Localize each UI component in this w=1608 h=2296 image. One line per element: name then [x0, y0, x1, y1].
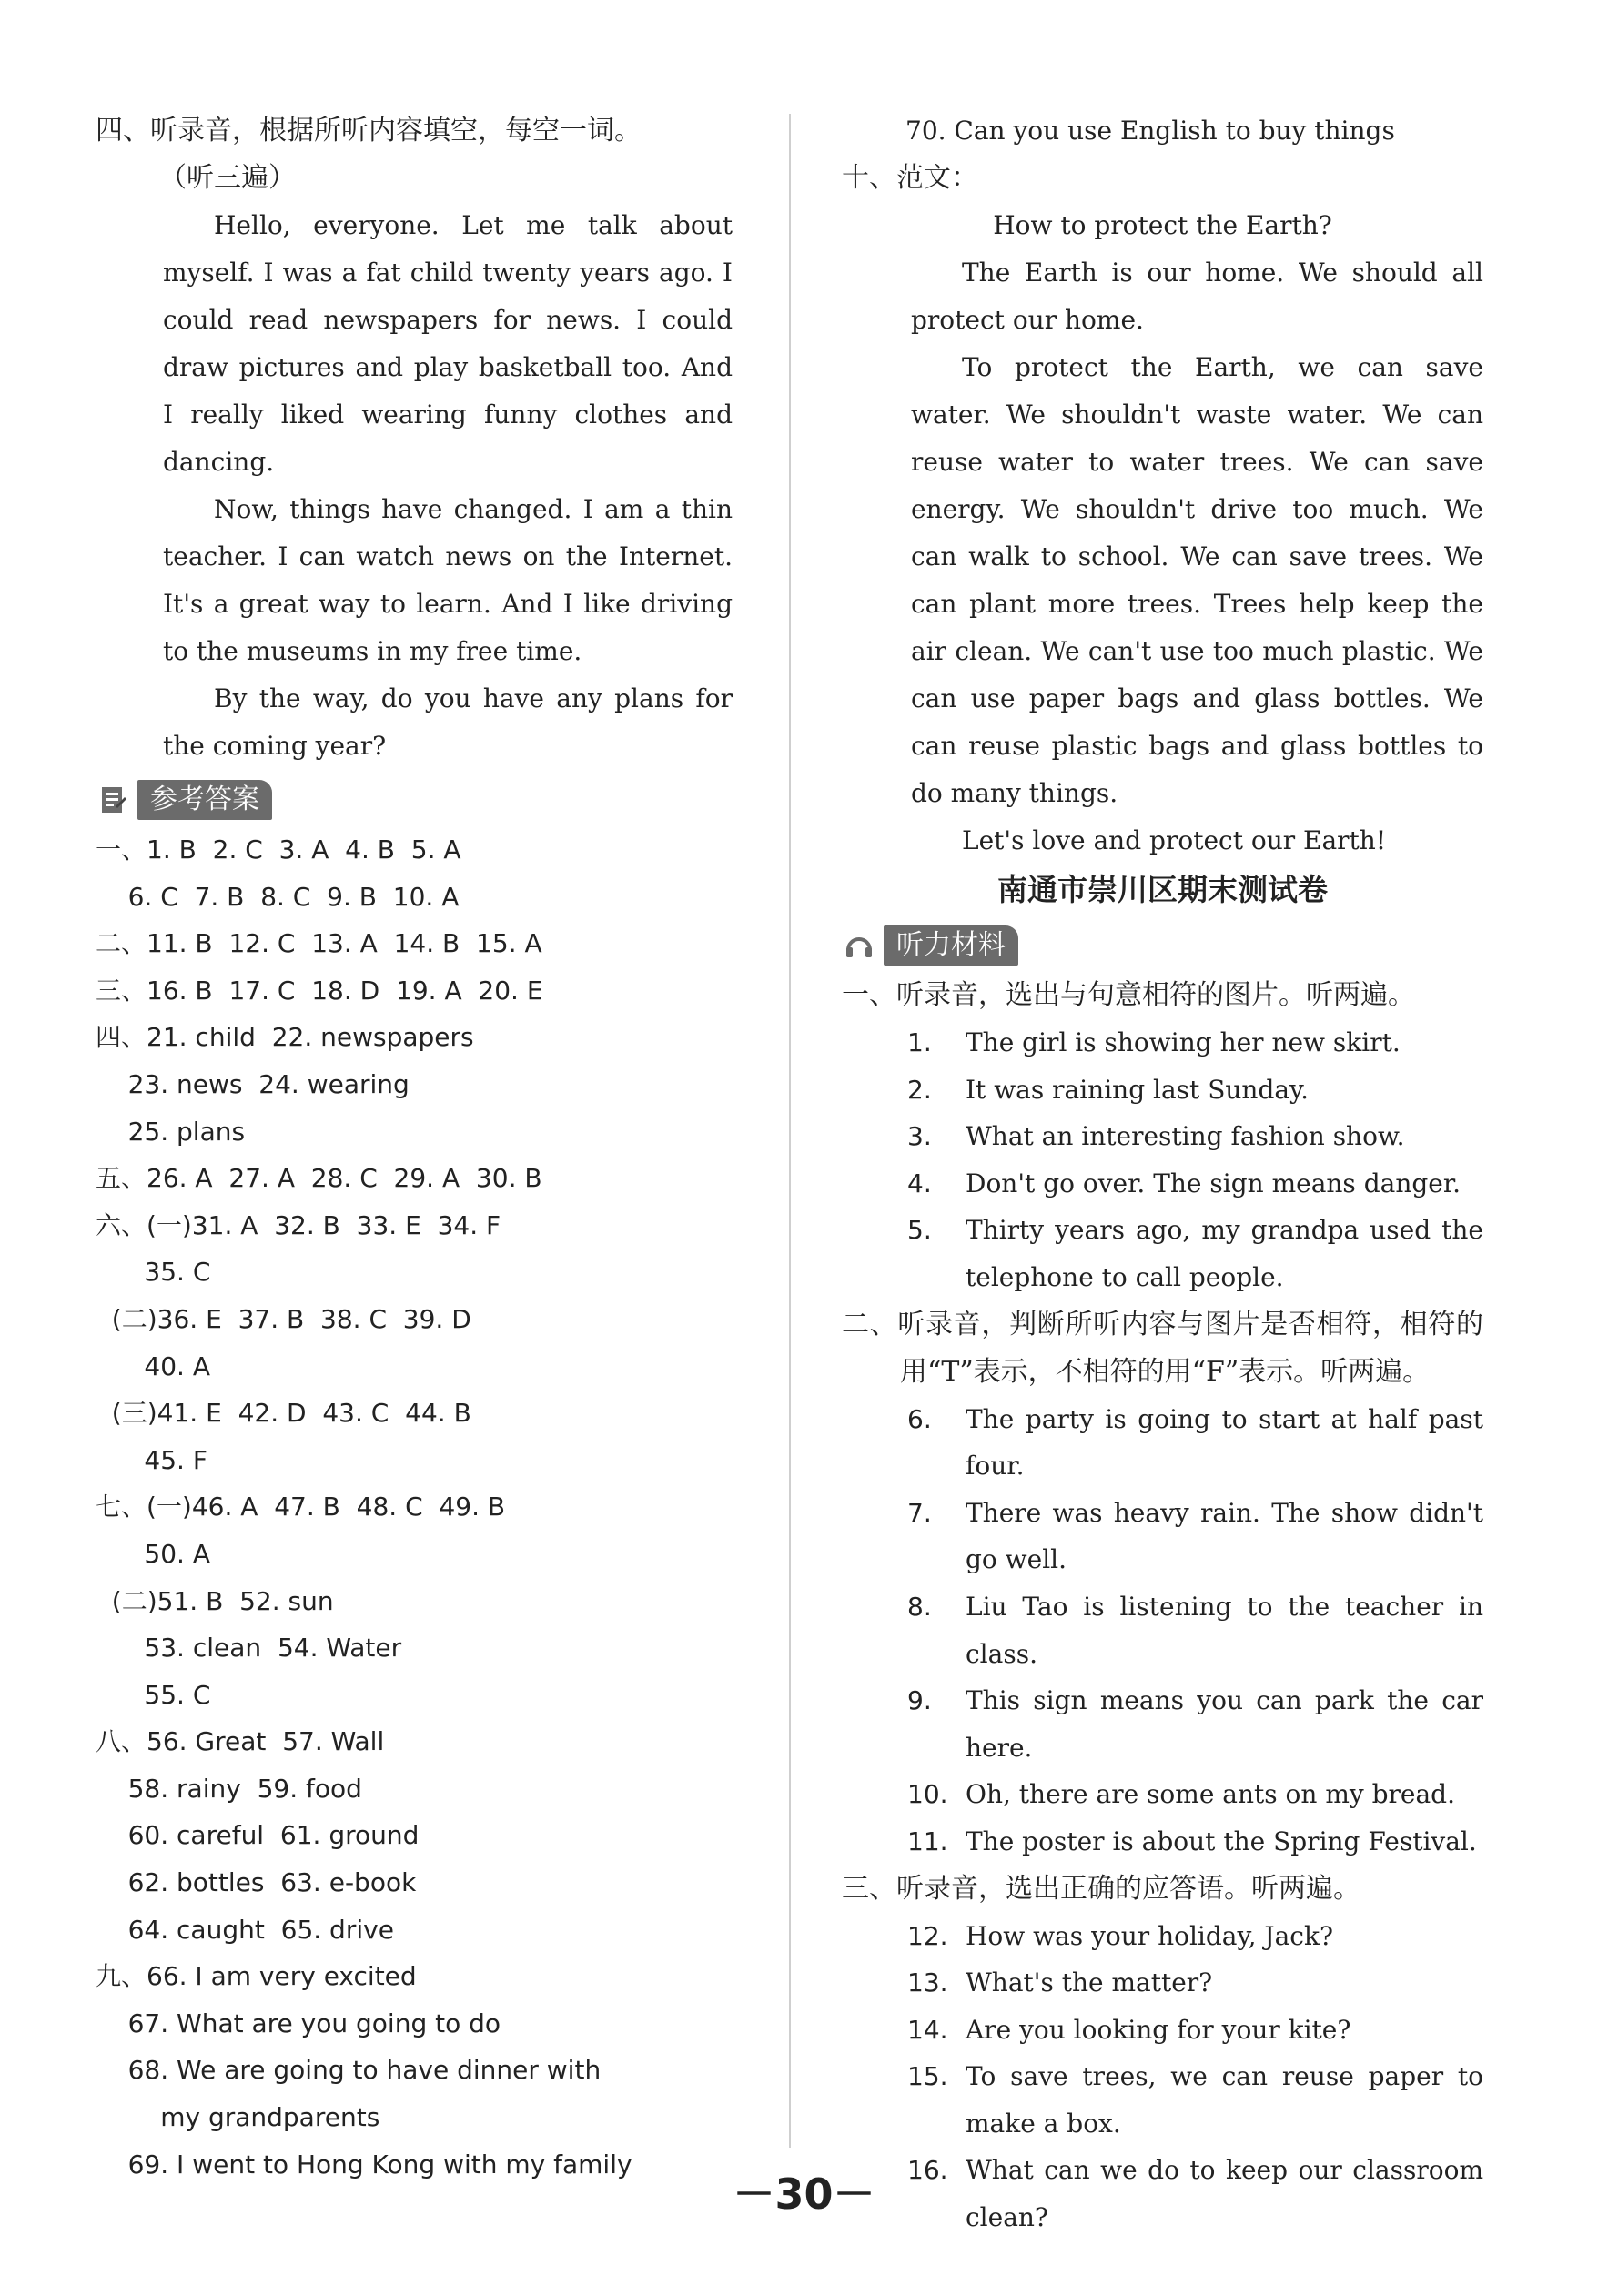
answer-line: 69. I went to Hong Kong with my family	[96, 2149, 632, 2180]
item-number: 10.	[907, 1779, 948, 1810]
answer-line: 40. A	[96, 1350, 210, 1381]
answer-line: 68. We are going to have dinner with	[96, 2055, 602, 2086]
listening-item	[842, 1019, 1483, 1067]
item-number: 3.	[907, 1121, 932, 1152]
answer-line: 58. rainy 59. food	[96, 1773, 362, 1804]
item-text: The poster is about the Spring Festival.	[966, 1826, 1477, 1856]
answer-line: 三、16. B 17. C 18. D 19. A 20. E	[96, 975, 543, 1006]
listening-item	[842, 2053, 1483, 2147]
item-text: Thirty years ago, my grandpa used the telephone to call people.	[966, 1215, 1483, 1292]
listening-passage	[96, 202, 733, 770]
item-text: It was raining last Sunday.	[966, 1074, 1310, 1105]
document-icon	[96, 783, 130, 817]
item-text: The party is going to start at half past four.	[966, 1403, 1483, 1482]
headphones-icon	[842, 928, 876, 963]
q4-note: （听三遍）	[159, 162, 296, 194]
q10-header: 十、范文：	[842, 162, 978, 194]
item-number: 16.	[907, 2155, 948, 2186]
answer-line: 53. clean 54. Water	[96, 1633, 402, 1664]
item-text: This sign means you can park the car here.	[966, 1685, 1483, 1763]
item-number: 12.	[907, 1920, 948, 1951]
listening-item	[842, 1113, 1483, 1160]
answers-badge-label: 参考答案	[137, 780, 272, 820]
item-number: 1.	[907, 1027, 932, 1057]
item-number: 4.	[907, 1168, 932, 1199]
item-text: Oh, there are some ants on my bread.	[966, 1779, 1456, 1810]
item-text: Liu Tao is listening to the teacher in class.	[966, 1591, 1483, 1669]
answer-line: 60. careful 61. ground	[96, 1820, 420, 1851]
item-number: 15.	[907, 2061, 948, 2092]
page-number: －30－	[733, 2170, 875, 2219]
test-title: 南通市崇川区期末测试卷	[997, 872, 1328, 907]
item-text: How was your holiday, Jack?	[966, 1920, 1333, 1951]
answer-line: 25. plans	[96, 1116, 246, 1147]
listening-item	[842, 1160, 1483, 1208]
answer-line: 二、11. B 12. C 13. A 14. B 15. A	[96, 928, 542, 959]
item-number: 6.	[907, 1403, 932, 1434]
listening-sec2-header: 二、听录音，判断所听内容与图片是否相符，相符的用“T”表示，不相符的用“F”表示。听两遍。	[842, 1308, 1483, 1388]
answer-line: 23. news 24. wearing	[96, 1068, 410, 1099]
answer-line: 七、(一)46. A 47. B 48. C 49. B	[96, 1492, 506, 1522]
item-number: 9.	[907, 1685, 932, 1716]
item-number: 2.	[907, 1074, 932, 1105]
answer-line: 35. C	[96, 1257, 211, 1288]
listening-item	[842, 2007, 1483, 2054]
item-number: 5.	[907, 1215, 932, 1246]
item-text: What can we do to keep our classroom clean?	[966, 2155, 1483, 2233]
item-text: There was heavy rain. The show didn't go well.	[966, 1497, 1483, 1575]
answer-line: 六、(一)31. A 32. B 33. E 34. F	[96, 1209, 501, 1240]
model-essay	[842, 249, 1483, 865]
item-text: To save trees, we can reuse paper to make a box.	[966, 2061, 1483, 2139]
listening-item	[842, 1677, 1483, 1771]
q4-header: 四、听录音，根据所听内容填空，每空一词。	[96, 115, 642, 147]
answer-line: 九、66. I am very excited	[96, 1961, 417, 1992]
column-divider	[789, 114, 791, 2148]
answer-line: 四、21. child 22. newspapers	[96, 1022, 474, 1053]
answer-70: 70. Can you use English to buy things	[905, 116, 1395, 146]
answer-line: 八、56. Great 57. Wall	[96, 1726, 385, 1757]
listening-item	[842, 1490, 1483, 1583]
listening-item	[842, 1067, 1483, 1114]
listening-item	[842, 1818, 1483, 1866]
listening-item	[842, 1771, 1483, 1818]
item-number: 14.	[907, 2014, 948, 2045]
answers-badge	[96, 779, 272, 821]
listening-sec1-items	[842, 1019, 1483, 1301]
answer-line: 45. F	[96, 1444, 207, 1475]
listening-item	[842, 1913, 1483, 1960]
answer-line: (二)36. E 37. B 38. C 39. D	[96, 1303, 471, 1334]
item-text: Don't go over. The sign means danger.	[966, 1168, 1461, 1199]
listening-item	[842, 1959, 1483, 2007]
listening-sec2-items	[842, 1396, 1483, 1866]
item-number: 8.	[907, 1591, 932, 1622]
essay-title: How to protect the Earth?	[993, 210, 1332, 240]
item-text: Are you looking for your kite?	[966, 2014, 1351, 2045]
answer-line: 50. A	[96, 1538, 210, 1569]
item-number: 11.	[907, 1826, 948, 1856]
answer-line: (三)41. E 42. D 43. C 44. B	[96, 1398, 471, 1429]
item-number: 7.	[907, 1497, 932, 1528]
listening-item	[842, 1396, 1483, 1490]
answer-line: 64. caught 65. drive	[96, 1914, 394, 1945]
listening-badge	[842, 925, 1018, 966]
passage-paragraph: Hello, everyone. Let me talk about myself. I was a fat child twenty years ago. I could read newspapers for news. I could draw pictures and play basketball too. And I really liked wearing funny clothes and dancing.	[163, 210, 733, 477]
item-text: The girl is showing her new skirt.	[966, 1027, 1401, 1057]
right-column	[842, 107, 1483, 2241]
answer-line: 55. C	[96, 1679, 211, 1710]
answer-line: 五、26. A 27. A 28. C 29. A 30. B	[96, 1163, 542, 1194]
essay-paragraph: The Earth is our home. We should all protect our home.	[911, 258, 1483, 335]
listening-sec1-header: 一、听录音，选出与句意相符的图片。听两遍。	[842, 979, 1415, 1011]
listening-item	[842, 1583, 1483, 1677]
answer-line: my grandparents	[96, 2102, 380, 2133]
listening-item	[842, 1207, 1483, 1300]
item-text: What an interesting fashion show.	[966, 1121, 1405, 1152]
passage-paragraph: Now, things have changed. I am a thin teacher. I can watch news on the Internet. It's a great way to learn. And I like driving to the museums in my free time.	[163, 494, 733, 666]
answer-line: 67. What are you going to do	[96, 2008, 501, 2038]
essay-paragraph: Let's love and protect our Earth!	[962, 825, 1387, 855]
left-column	[96, 107, 733, 2188]
item-text: What's the matter?	[966, 1967, 1213, 1998]
item-number: 13.	[907, 1967, 948, 1998]
answer-line: 62. bottles 63. e-book	[96, 1867, 417, 1898]
essay-paragraph: To protect the Earth, we can save water. We shouldn't waste water. We can reuse water to water trees. We can save energy. We shouldn't drive too much. We can walk to school. We can save trees. We can plant more trees. Trees help keep the air clean. We can't use too much plastic. We can use paper bags and glass bottles. We can reuse plastic bags and glass bottles to do many things.	[911, 352, 1483, 808]
answer-line: (二)51. B 52. sun	[96, 1585, 334, 1616]
listening-sec3-header: 三、听录音，选出正确的应答语。听两遍。	[842, 1872, 1360, 1905]
listening-badge-label: 听力材料	[884, 925, 1018, 966]
answer-line: 6. C 7. B 8. C 9. B 10. A	[96, 881, 460, 912]
answer-list	[96, 826, 733, 2188]
passage-paragraph: By the way, do you have any plans for the coming year?	[163, 683, 733, 761]
answer-line: 一、1. B 2. C 3. A 4. B 5. A	[96, 834, 461, 865]
